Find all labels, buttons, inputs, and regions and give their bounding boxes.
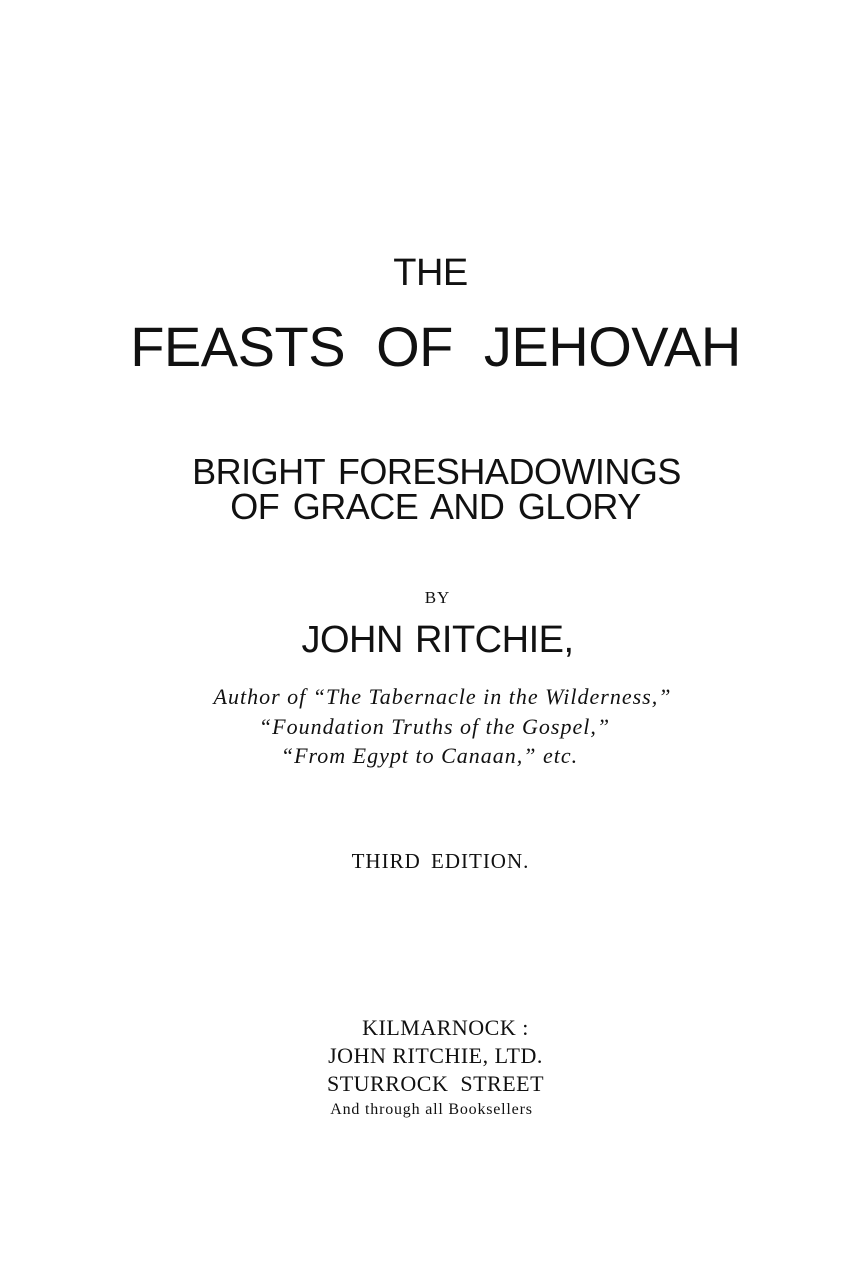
- subtitle-line-1: BRIGHT FORESHADOWINGS: [192, 451, 681, 492]
- by-line: BY: [424, 588, 451, 607]
- publisher-name: JOHN RITCHIE, LTD.: [328, 1043, 543, 1068]
- title-article: THE: [393, 252, 468, 294]
- other-works-line-2: “Foundation Truths of the Gospel,”: [258, 714, 611, 739]
- subtitle-line-2: OF GRACE AND GLORY: [230, 486, 641, 527]
- publisher-note: And through all Booksellers: [330, 1101, 533, 1118]
- edition: THIRD EDITION.: [351, 849, 530, 873]
- book-title: FEASTS OF JEHOVAH: [130, 315, 741, 378]
- author-name: JOHN RITCHIE,: [301, 619, 574, 661]
- publisher-city: KILMARNOCK :: [362, 1015, 529, 1040]
- other-works-line-1: Author of “The Tabernacle in the Wilderness,”: [213, 684, 672, 709]
- other-works-line-3: “From Egypt to Canaan,” etc.: [280, 743, 579, 768]
- publisher-street: STURROCK STREET: [326, 1071, 545, 1096]
